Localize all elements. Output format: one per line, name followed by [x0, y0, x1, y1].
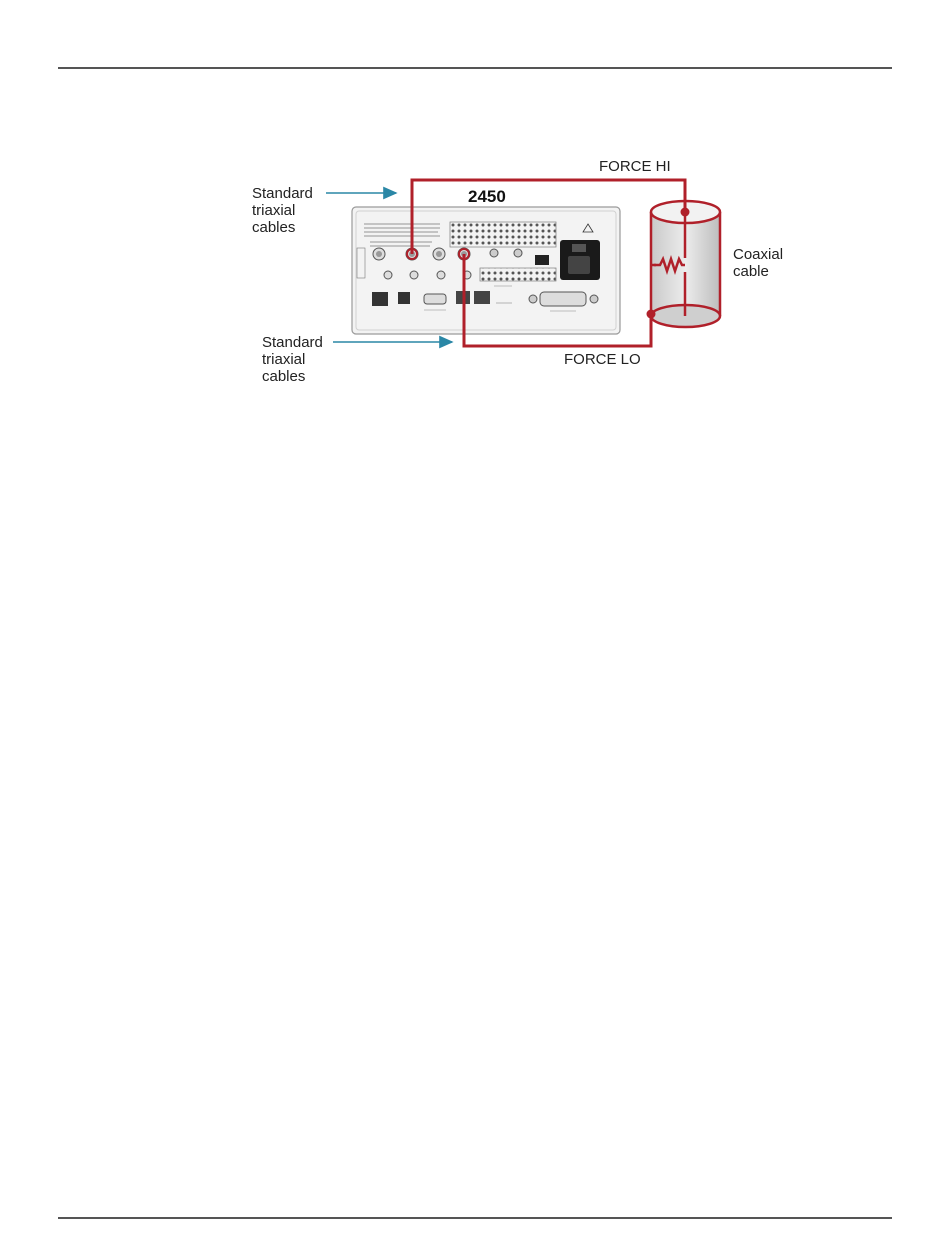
triax-top-label-line: triaxial: [252, 202, 296, 219]
vent-grille-top: [450, 222, 556, 247]
triax-bottom-label-line: triaxial: [262, 351, 306, 368]
coaxial-cable: [651, 201, 720, 327]
instrument-rear-panel: [352, 207, 620, 334]
triax-top-label: [252, 185, 313, 236]
force-lo-label: FORCE LO: [564, 351, 641, 368]
coaxial-label-line: Coaxial: [733, 246, 784, 263]
triax-bottom-label-line: cables: [262, 368, 306, 385]
coaxial-label-line: cable: [733, 263, 769, 280]
triax-bottom-label: [262, 334, 323, 385]
force-hi-label: FORCE HI: [599, 158, 671, 175]
io-ports: [372, 291, 598, 306]
vent-grille-middle: [480, 268, 556, 281]
triax-bottom-label-line: Standard: [262, 334, 323, 351]
triax-top-label-line: cables: [252, 219, 296, 236]
instrument-model-label: 2450: [468, 187, 506, 206]
triax-top-label-line: Standard: [252, 185, 313, 202]
coaxial-cable-label: [733, 246, 783, 280]
interlock-connector: [535, 255, 549, 265]
